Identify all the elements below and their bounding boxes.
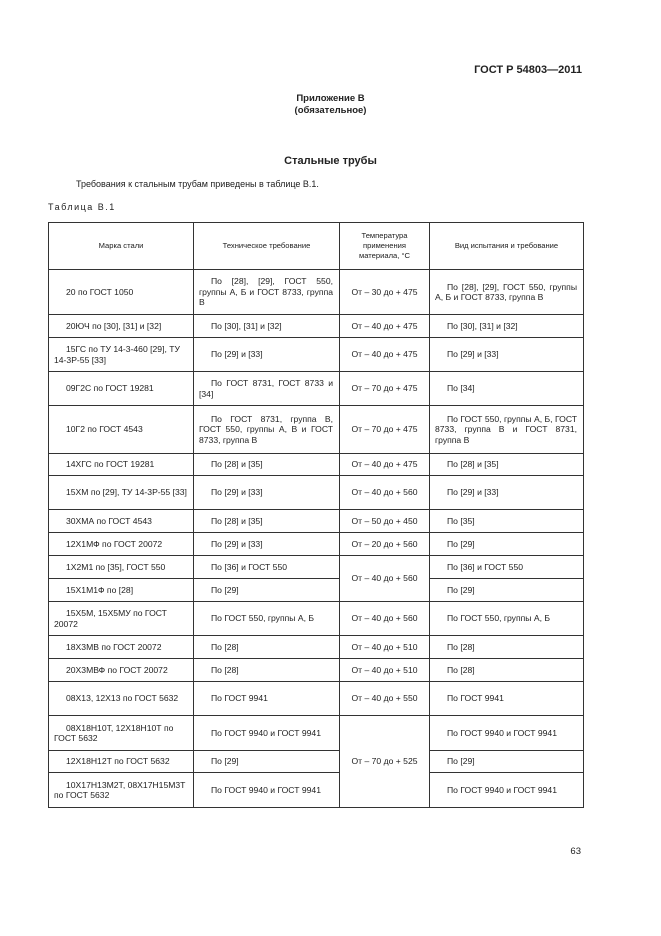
cell-grade: 14ХГС по ГОСТ 19281 [49,454,194,476]
table-caption: Таблица В.1 [48,202,116,212]
cell-tech: По [28] и [35] [194,454,340,476]
table-row [49,372,584,406]
cell-tech: По ГОСТ 9941 [194,682,340,716]
cell-temp: От – 70 до + 475 [340,372,430,406]
cell-grade: 09Г2С по ГОСТ 19281 [49,372,194,406]
cell-test: По [28] и [35] [430,454,584,476]
cell-grade: 12Х18Н12Т по ГОСТ 5632 [49,751,194,773]
cell-test: По ГОСТ 9940 и ГОСТ 9941 [430,716,584,751]
table-row [49,533,584,556]
table-row [49,682,584,716]
cell-grade: 1Х2М1 по [35], ГОСТ 550 [49,556,194,579]
cell-tech: По [30], [31] и [32] [194,315,340,338]
table-row [49,270,584,315]
cell-temp: От – 40 до + 475 [340,454,430,476]
appendix-subtitle: (обязательное) [294,105,367,116]
table-row [49,338,584,372]
cell-test: По ГОСТ 550, группы А, Б [430,602,584,636]
table-row [49,773,584,808]
cell-test: По ГОСТ 9940 и ГОСТ 9941 [430,773,584,808]
cell-tech: По ГОСТ 550, группы А, Б [194,602,340,636]
cell-tech: По [29] [194,579,340,602]
cell-grade: 10Г2 по ГОСТ 4543 [49,406,194,454]
cell-tech: По ГОСТ 8731, группа В, ГОСТ 550, группы А, В и ГОСТ 8733, группа В [194,406,340,454]
steel-pipes-table [48,222,584,808]
cell-test: По ГОСТ 550, группы А, Б, ГОСТ 8733, группа В и ГОСТ 8731, группа В [430,406,584,454]
cell-tech: По ГОСТ 8731, ГОСТ 8733 и [34] [194,372,340,406]
cell-temp: От – 40 до + 510 [340,636,430,659]
cell-test: По [29] [430,579,584,602]
header-test-type: Вид испытания и требование [430,223,584,270]
cell-grade: 15ХМ по [29], ТУ 14-3Р-55 [33] [49,476,194,510]
table-row [49,556,584,579]
cell-test: По [29] и [33] [430,338,584,372]
cell-test: По [29] и [33] [430,476,584,510]
cell-tech: По ГОСТ 9940 и ГОСТ 9941 [194,716,340,751]
appendix-title: Приложение В [296,93,365,104]
cell-grade: 08Х13, 12Х13 по ГОСТ 5632 [49,682,194,716]
cell-tech: По [29] и [33] [194,476,340,510]
header-tech-requirement: Техническое требование [194,223,340,270]
cell-tech: По ГОСТ 9940 и ГОСТ 9941 [194,773,340,808]
cell-temp: От – 30 до + 475 [340,270,430,315]
cell-tech: По [36] и ГОСТ 550 [194,556,340,579]
intro-paragraph: Требования к стальным трубам приведены в таблице В.1. [76,179,319,189]
table-row [49,476,584,510]
cell-temp: От – 40 до + 475 [340,315,430,338]
cell-tech: По [28], [29], ГОСТ 550, группы А, Б и ГОСТ 8733, группа В [194,270,340,315]
table-header-row [49,223,584,270]
cell-tech: По [29] и [33] [194,533,340,556]
cell-temp: От – 40 до + 510 [340,659,430,682]
cell-tech: По [29] [194,751,340,773]
cell-test: По [36] и ГОСТ 550 [430,556,584,579]
cell-test: По [28] [430,636,584,659]
cell-test: По [28] [430,659,584,682]
table-row [49,454,584,476]
cell-temp: От – 40 до + 560 [340,556,430,602]
cell-temp: От – 70 до + 525 [340,716,430,808]
cell-tech: По [28] и [35] [194,510,340,533]
cell-temp: От – 40 до + 560 [340,476,430,510]
header-temperature: Температура применения материала, °C [340,223,430,270]
cell-grade: 10Х17Н13М2Т, 08Х17Н15М3Т по ГОСТ 5632 [49,773,194,808]
header-steel-grade: Марка стали [49,223,194,270]
cell-temp: От – 50 до + 450 [340,510,430,533]
cell-grade: 20Х3МВФ по ГОСТ 20072 [49,659,194,682]
cell-tech: По [28] [194,659,340,682]
table-row [49,751,584,773]
table-row [49,602,584,636]
cell-grade: 15Х1М1Ф по [28] [49,579,194,602]
table-row [49,315,584,338]
cell-temp: От – 70 до + 475 [340,406,430,454]
cell-temp: От – 40 до + 550 [340,682,430,716]
cell-temp: От – 40 до + 560 [340,602,430,636]
cell-grade: 15Х5М, 15Х5МУ по ГОСТ 20072 [49,602,194,636]
section-title: Стальные трубы [284,155,377,167]
appendix-heading [0,93,661,117]
cell-tech: По [29] и [33] [194,338,340,372]
cell-test: По ГОСТ 9941 [430,682,584,716]
cell-test: По [28], [29], ГОСТ 550, группы А, Б и ГОСТ 8733, группа В [430,270,584,315]
table-row [49,659,584,682]
cell-grade: 08Х18Н10Т, 12Х18Н10Т по ГОСТ 5632 [49,716,194,751]
cell-test: По [30], [31] и [32] [430,315,584,338]
table-row [49,716,584,751]
cell-temp: От – 20 до + 560 [340,533,430,556]
cell-grade: 30ХМА по ГОСТ 4543 [49,510,194,533]
cell-test: По [29] [430,751,584,773]
cell-test: По [34] [430,372,584,406]
cell-tech: По [28] [194,636,340,659]
cell-grade: 18Х3МВ по ГОСТ 20072 [49,636,194,659]
cell-grade: 12Х1МФ по ГОСТ 20072 [49,533,194,556]
page-number: 63 [570,846,581,857]
table-row [49,510,584,533]
cell-grade: 15ГС по ТУ 14-3-460 [29], ТУ 14-3Р-55 [33] [49,338,194,372]
table-row [49,406,584,454]
cell-test: По [29] [430,533,584,556]
table-row [49,579,584,602]
cell-grade: 20 по ГОСТ 1050 [49,270,194,315]
table-row [49,636,584,659]
cell-test: По [35] [430,510,584,533]
document-code: ГОСТ Р 54803—2011 [474,64,582,76]
cell-temp: От – 40 до + 475 [340,338,430,372]
cell-grade: 20ЮЧ по [30], [31] и [32] [49,315,194,338]
